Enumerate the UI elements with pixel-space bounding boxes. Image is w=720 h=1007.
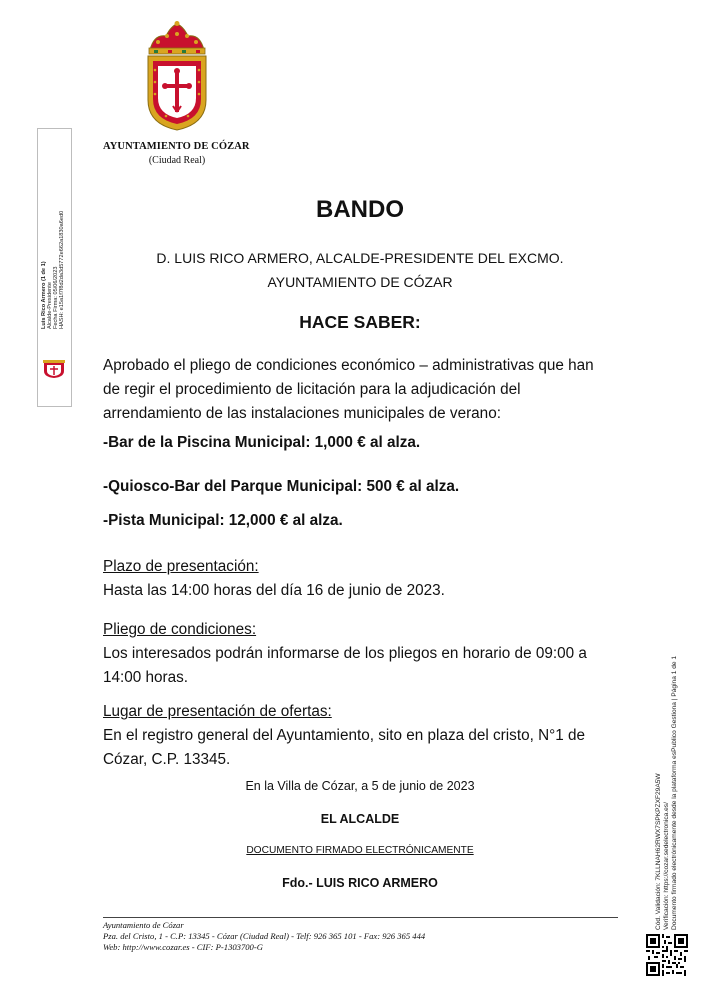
announce-heading: HACE SABER: (299, 312, 421, 332)
footer-org: Ayuntamiento de Cózar (103, 920, 184, 930)
section-line: 14:00 horas. (103, 669, 189, 686)
list-item: -Pista Municipal: 12,000 € al alza. (103, 512, 343, 529)
shield-icon (148, 56, 206, 130)
footer-address: Pza. del Cristo, 1 - C.P: 13345 - Cózar (Ciudad Real) - Telf: 926 365 101 - Fax: 926 365 444 (103, 931, 426, 941)
stamp-signer: Luis Rico Armero (1 de 1) (41, 261, 47, 329)
decree-line-1: D. LUIS RICO ARMERO, ALCALDE-PRESIDENTE DEL EXCMO. (156, 250, 564, 266)
list-item: -Bar de la Piscina Municipal: 1,000 € al alza. (103, 434, 421, 451)
section-heading: Plazo de presentación: (103, 558, 259, 575)
section-heading: Pliego de condiciones: (103, 621, 257, 638)
stamp-hash: HASH: e15a1f7f8d2da3d5772e662a1830a6ed0 (59, 210, 65, 329)
stamp-logo (41, 359, 67, 379)
verification-url: Verificación: https://cozar.sedelectronica.es/ (663, 802, 670, 930)
intro-line-3: arrendamiento de las instalaciones municipales de verano: (103, 405, 501, 422)
document-title: BANDO (316, 196, 404, 223)
verification-note: Documento firmado electrónicamente desde la plataforma esPublico Gestiona | Página 1 de 1 (671, 655, 678, 930)
footer-divider (103, 917, 618, 918)
qr-code-icon (646, 934, 688, 976)
section-heading: Lugar de presentación de ofertas: (103, 703, 332, 720)
decree-line-2: AYUNTAMIENTO DE CÓZAR (267, 274, 453, 290)
crown-icon (149, 21, 205, 54)
section-plazo (103, 555, 618, 603)
org-subtitle: (Ciudad Real) (148, 155, 206, 166)
stamp-date: Fecha Firma: 05/06/2023 (53, 266, 59, 329)
footer-web: Web: http://www.cozar.es - CIF: P-1303700-G (103, 942, 263, 952)
section-line: En el registro general del Ayuntamiento, sito en plaza del cristo, N°1 de (103, 727, 586, 744)
closing-role: EL ALCALDE (320, 812, 400, 826)
closing-signer-name: Fdo.- LUIS RICO ARMERO (282, 876, 438, 890)
section-line: Los interesados podrán informarse de los pliegos en horario de 09:00 a (103, 645, 587, 662)
section-line: Cózar, C.P. 13345. (103, 751, 231, 768)
closing-place-date: En la Villa de Cózar, a 5 de junio de 2023 (245, 779, 475, 793)
closing-signed-note: DOCUMENTO FIRMADO ELECTRÓNICAMENTE (246, 845, 474, 856)
intro-paragraph (103, 354, 618, 426)
section-lugar (103, 700, 618, 772)
org-name: AYUNTAMIENTO DE CÓZAR (103, 141, 250, 152)
intro-line-2: de regir el procedimiento de licitación para la adjudicación del (103, 381, 521, 398)
stamp-role: Alcalde-Presidente (47, 282, 53, 329)
section-pliego (103, 618, 618, 690)
coat-of-arms-logo (144, 20, 210, 132)
intro-line-1: Aprobado el pliego de condiciones económico – administrativas que han (103, 357, 594, 374)
section-line: Hasta las 14:00 horas del día 16 de junio de 2023. (103, 582, 445, 599)
list-item: -Quiosco-Bar del Parque Municipal: 500 € al alza. (103, 478, 460, 495)
verification-code: Cód. Validación: 7KLLNAH62RWX7SPKPZXF29A5W (655, 773, 662, 930)
